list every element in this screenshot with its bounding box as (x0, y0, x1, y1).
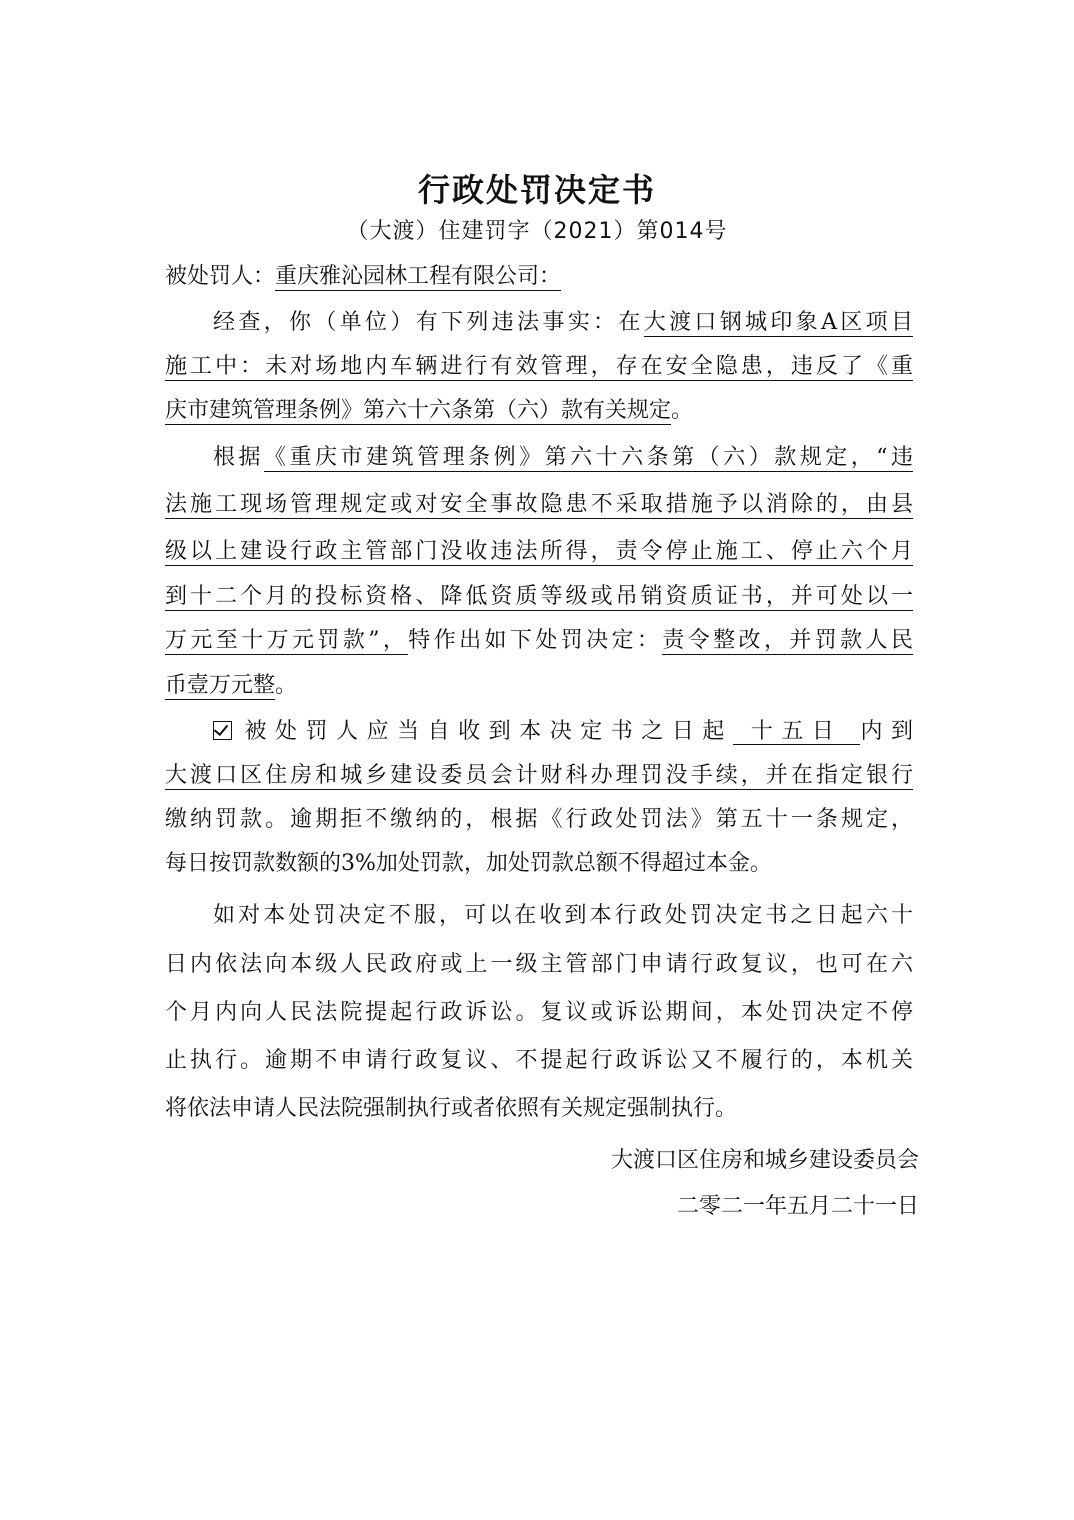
basis-regulation: 级以上建设行政主管部门没收违法所得，责令停止施工、停止六个月 (165, 539, 913, 564)
penalty-decision: 责令整改，并罚款人民 (662, 628, 913, 653)
basis-text: 根据 (213, 445, 265, 470)
appeal-text: 止执行。逾期不申请行政复议、不提起行政诉讼又不履行的，本机关 (165, 1048, 913, 1073)
appeal-text: 如对本处罚决定不服，可以在收到本行政处罚决定书之日起六十 (213, 903, 913, 928)
recipient-name: 重庆雅沁园林工程有限公司： (275, 264, 562, 289)
appeal-text: 个月内向人民法院提起行政诉讼。复议或诉讼期间，本处罚决定不停 (165, 1000, 913, 1025)
payment-text: 缴纳罚款。逾期拒不缴纳的，根据《行政处罚法》第五十一条规定， (165, 807, 913, 832)
payment-line-2 (165, 761, 913, 791)
payment-text: 内到 (860, 719, 913, 744)
appeal-line-3 (165, 998, 913, 1028)
appeal-text: 日内依法向本级人民政府或上一级主管部门申请行政复议，也可在六 (165, 952, 913, 977)
violation-text: 庆市建筑管理条例》第六十六条第（六）款有关规定 (165, 398, 672, 423)
appeal-line-2 (165, 950, 913, 980)
basis-regulation: 到十二个月的投标资格、降低资质等级或吊销资质证书，并可处以一 (165, 584, 913, 609)
document-number: （大渡）住建罚字（2021）第014号 (346, 219, 728, 244)
facts-line-1 (213, 308, 913, 338)
payment-line-1 (213, 717, 913, 747)
facts-line-3 (165, 396, 913, 426)
checked-checkbox-icon (213, 721, 232, 740)
payment-line-4 (165, 849, 913, 879)
punctuation: 。 (671, 398, 694, 423)
facts-line-2 (165, 352, 913, 382)
punctuation: 。 (275, 673, 298, 698)
penalty-decision: 币壹万元整 (165, 673, 276, 698)
payment-text: 每日按罚款数额的3%加处罚款，加处罚款总额不得超过本金。 (165, 851, 772, 876)
appeal-line-1 (213, 901, 913, 931)
basis-line-1 (213, 443, 913, 473)
issue-date: 二零二一年五月二十一日 (676, 1194, 919, 1219)
facts-text: 经查，你（单位）有下列违法事实：在 (213, 310, 644, 335)
violation-project: 大渡口钢城印象A区项目 (643, 310, 913, 335)
basis-line-5 (165, 626, 913, 656)
recipient-line (165, 262, 913, 292)
appeal-line-5 (165, 1094, 913, 1124)
basis-line-4 (165, 582, 913, 612)
basis-regulation: 《重庆市建筑管理条例》第六十六条第（六）款规定，“违 (264, 445, 913, 470)
basis-text: 特作出如下处罚决定： (408, 628, 663, 653)
document-title: 行政处罚决定书 (417, 171, 656, 209)
basis-line-6 (165, 671, 913, 701)
issuing-authority: 大渡口区住房和城乡建设委员会 (610, 1148, 919, 1173)
payment-deadline: 十五日 (733, 719, 861, 745)
appeal-line-4 (165, 1046, 913, 1076)
payment-office: 大渡口区住房和城乡建设委员会计财科办理罚没手续，并在指定银行 (165, 763, 913, 788)
basis-line-3 (165, 537, 913, 567)
basis-line-2 (165, 490, 913, 520)
recipient-label: 被处罚人： (165, 264, 276, 289)
payment-line-3 (165, 805, 913, 835)
basis-regulation: 法施工现场管理规定或对安全事故隐患不采取措施予以消除的，由县 (165, 492, 913, 517)
violation-text: 施工中：未对场地内车辆进行有效管理，存在安全隐患，违反了《重 (165, 354, 913, 379)
basis-regulation: 万元至十万元罚款”， (165, 628, 409, 653)
appeal-text: 将依法申请人民法院强制执行或者依照有关规定强制执行。 (165, 1096, 738, 1121)
payment-text: 被处罚人应当自收到本决定书之日起 (236, 719, 733, 744)
